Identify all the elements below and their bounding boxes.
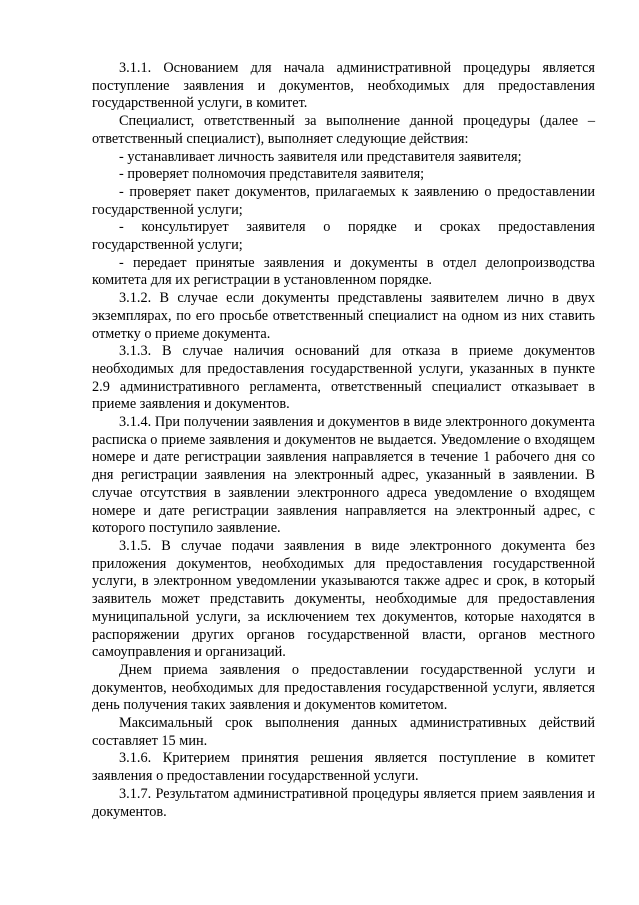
paragraph-3-1-4: 3.1.4. При получении заявления и документов в виде электронного документа расписка о приеме заявления и документов не выдается. Уведомление о входящем номере и дате регистрации заявления направляется в течение 1 рабочего дня со дня регистрации заявления на электронный адрес, указанный в заявлении. В случае отсутствия в заявлении электронного адреса уведомление о входящем номере и дате регистрации заявления направляется на электронный адрес, с которого поступило заявление. (92, 414, 595, 537)
paragraph-3-1-2: 3.1.2. В случае если документы представлены заявителем лично в двух экземплярах, по его просьбе ответственный специалист на одном из них ставить отметку о приеме документа. (92, 290, 595, 342)
list-item-check-documents: - проверяет пакет документов, прилагаемых к заявлению о предоставлении государственной услуги; (92, 183, 595, 218)
paragraph-3-1-5: 3.1.5. В случае подачи заявления в виде электронного документа без приложения документов, необходимых для предоставления государственной услуги, в электронном уведомлении указываются также адрес и срок, в который заявитель может представить документы, необходимые для предоставления муниципальной услуги, за исключением тех документов, которые находятся в распоряжении других органов государственной власти, органов местного самоуправления и организаций. (92, 537, 595, 661)
document-page (92, 60, 595, 821)
list-item-transfer-documents: - передает принятые заявления и документы в отдел делопроизводства комитета для их регистрации в установленном порядке. (92, 254, 595, 289)
paragraph-3-1-7: 3.1.7. Результатом административной процедуры является прием заявления и документов. (92, 785, 595, 820)
list-item-consult-applicant: - консультирует заявителя о порядке и сроках предоставления государственной услуги; (92, 219, 595, 254)
paragraph-3-1-1: 3.1.1. Основанием для начала административной процедуры является поступление заявления и документов, необходимых для предоставления государственной услуги, в комитет. (92, 60, 595, 112)
paragraph-3-1-3: 3.1.3. В случае наличия оснований для отказа в приеме документов необходимых для предоставления государственной услуги, указанных в пункте 2.9 административного регламента, ответственный специалист отказывает в приеме заявления и документов. (92, 343, 595, 413)
paragraph-acceptance-day: Днем приема заявления о предоставлении государственной услуги и документов, необходимых для предоставления государственной услуги, является день получения таких заявления и документов комитетом. (92, 661, 595, 714)
list-item-identify-applicant: - устанавливает личность заявителя или представителя заявителя; (119, 148, 522, 165)
list-item-check-authority: - проверяет полномочия представителя заявителя; (119, 166, 425, 183)
paragraph-max-duration: Максимальный срок выполнения данных административных действий составляет 15 мин. (92, 715, 595, 749)
paragraph-3-1-6: 3.1.6. Критерием принятия решения является поступление в комитет заявления о предоставлении государственной услуги. (92, 750, 595, 785)
paragraph-specialist-actions: Специалист, ответственный за выполнение данной процедуры (далее – ответственный специалист), выполняет следующие действия: (92, 113, 595, 147)
